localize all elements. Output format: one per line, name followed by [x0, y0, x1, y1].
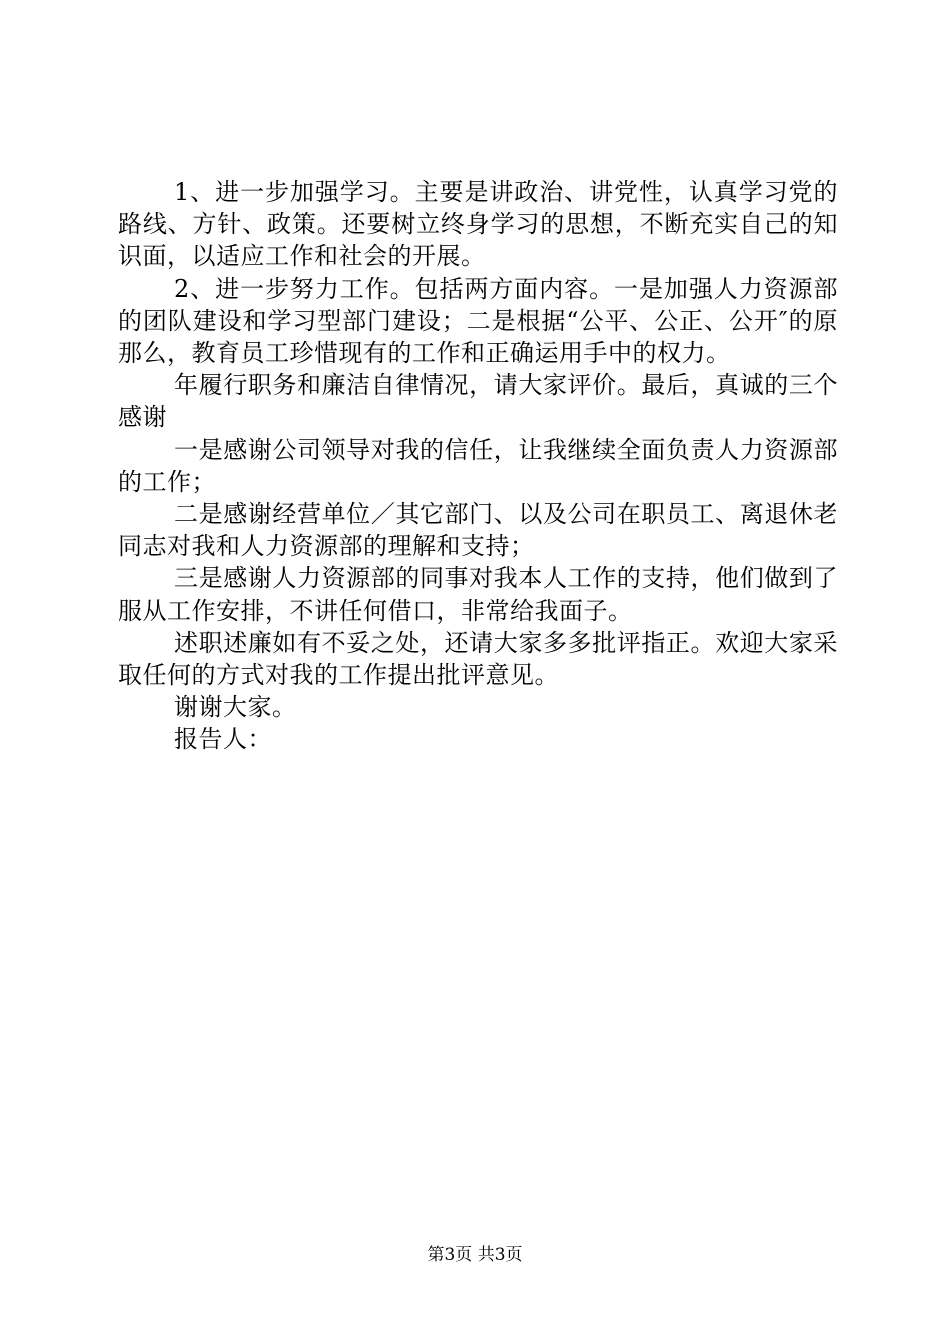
paragraph-study: 1、进一步加强学习。主要是讲政治、讲党性，认真学习党的路线、方针、政策。还要树立终身学习的思想，不断充实自己的知识面，以适应工作和社会的开展。 — [118, 178, 838, 271]
paragraph-thank-you: 谢谢大家。 — [174, 693, 297, 722]
paragraph-thanks-units: 二是感谢经营单位／其它部门、以及公司在职员工、离退休老同志对我和人力资源部的理解和支持； — [118, 500, 838, 561]
paragraph-reporter: 报告人： — [174, 725, 272, 754]
paragraph-thanks-leaders: 一是感谢公司领导对我的信任，让我继续全面负责人力资源部的工作； — [118, 435, 838, 496]
paragraph-thanks-colleagues: 三是感谢人力资源部的同事对我本人工作的支持，他们做到了服从工作安排，不讲任何借口，非常给我面子。 — [118, 564, 838, 625]
document-body — [118, 176, 838, 756]
page-footer — [0, 1244, 950, 1266]
paragraph-closing-request: 述职述廉如有不妥之处，还请大家多多批评指正。欢迎大家采取任何的方式对我的工作提出批评意见。 — [118, 628, 838, 690]
paragraph-work: 2、进一步努力工作。包括两方面内容。一是加强人力资源部的团队建设和学习型部门建设；二是根据“公平、公正、公开″的原那么，教育员工珍惜现有的工作和正确运用手中的权力。 — [118, 274, 838, 368]
page-number: 第3页 共3页 — [427, 1245, 523, 1265]
paragraph-evaluation: 年履行职务和廉洁自律情况，请大家评价。最后，真诚的三个感谢 — [118, 371, 838, 432]
